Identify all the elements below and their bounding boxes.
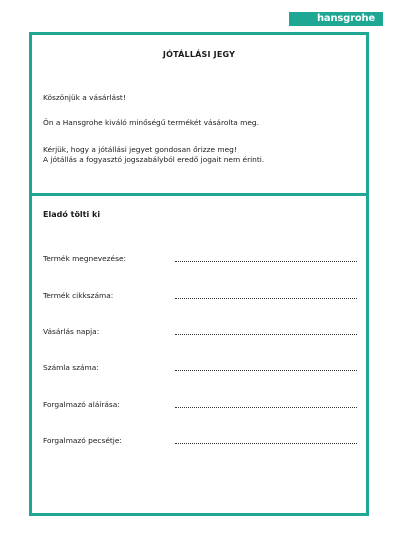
invoice-number-label: Számla száma:: [43, 363, 99, 372]
logo-text: hansgrohe: [317, 13, 375, 24]
purchase-date-label: Vásárlás napja:: [43, 327, 100, 336]
product-code-label: Termék cikkszáma:: [43, 291, 114, 300]
thanks-text: Köszönjük a vásárlást!: [43, 93, 126, 102]
invoice-number-field[interactable]: [175, 370, 357, 371]
distributor-signature-field[interactable]: [175, 407, 357, 408]
distributor-signature-label: Forgalmazó aláírása:: [43, 400, 120, 409]
distributor-stamp-field[interactable]: [175, 443, 357, 444]
warranty-card: [29, 32, 369, 516]
section-divider: [32, 193, 366, 196]
page-title: JÓTÁLLÁSI JEGY: [162, 50, 236, 59]
product-name-label: Termék megnevezése:: [43, 254, 126, 263]
distributor-stamp-label: Forgalmazó pecsétje:: [43, 436, 122, 445]
keep-note-line-2: A jótállás a fogyasztó jogszabályból eredő jogait nem érinti.: [43, 155, 265, 164]
product-code-field[interactable]: [175, 298, 357, 299]
purchase-date-field[interactable]: [175, 334, 357, 335]
product-name-field[interactable]: [175, 261, 357, 262]
purchase-note: Ön a Hansgrohe kiváló minőségű termékét vásárolta meg.: [43, 118, 259, 127]
hansgrohe-logo: [289, 12, 383, 26]
seller-section-heading: Eladó tölti ki: [43, 210, 101, 219]
keep-note-line-1: Kérjük, hogy a jótállási jegyet gondosan őrizze meg!: [43, 145, 237, 154]
